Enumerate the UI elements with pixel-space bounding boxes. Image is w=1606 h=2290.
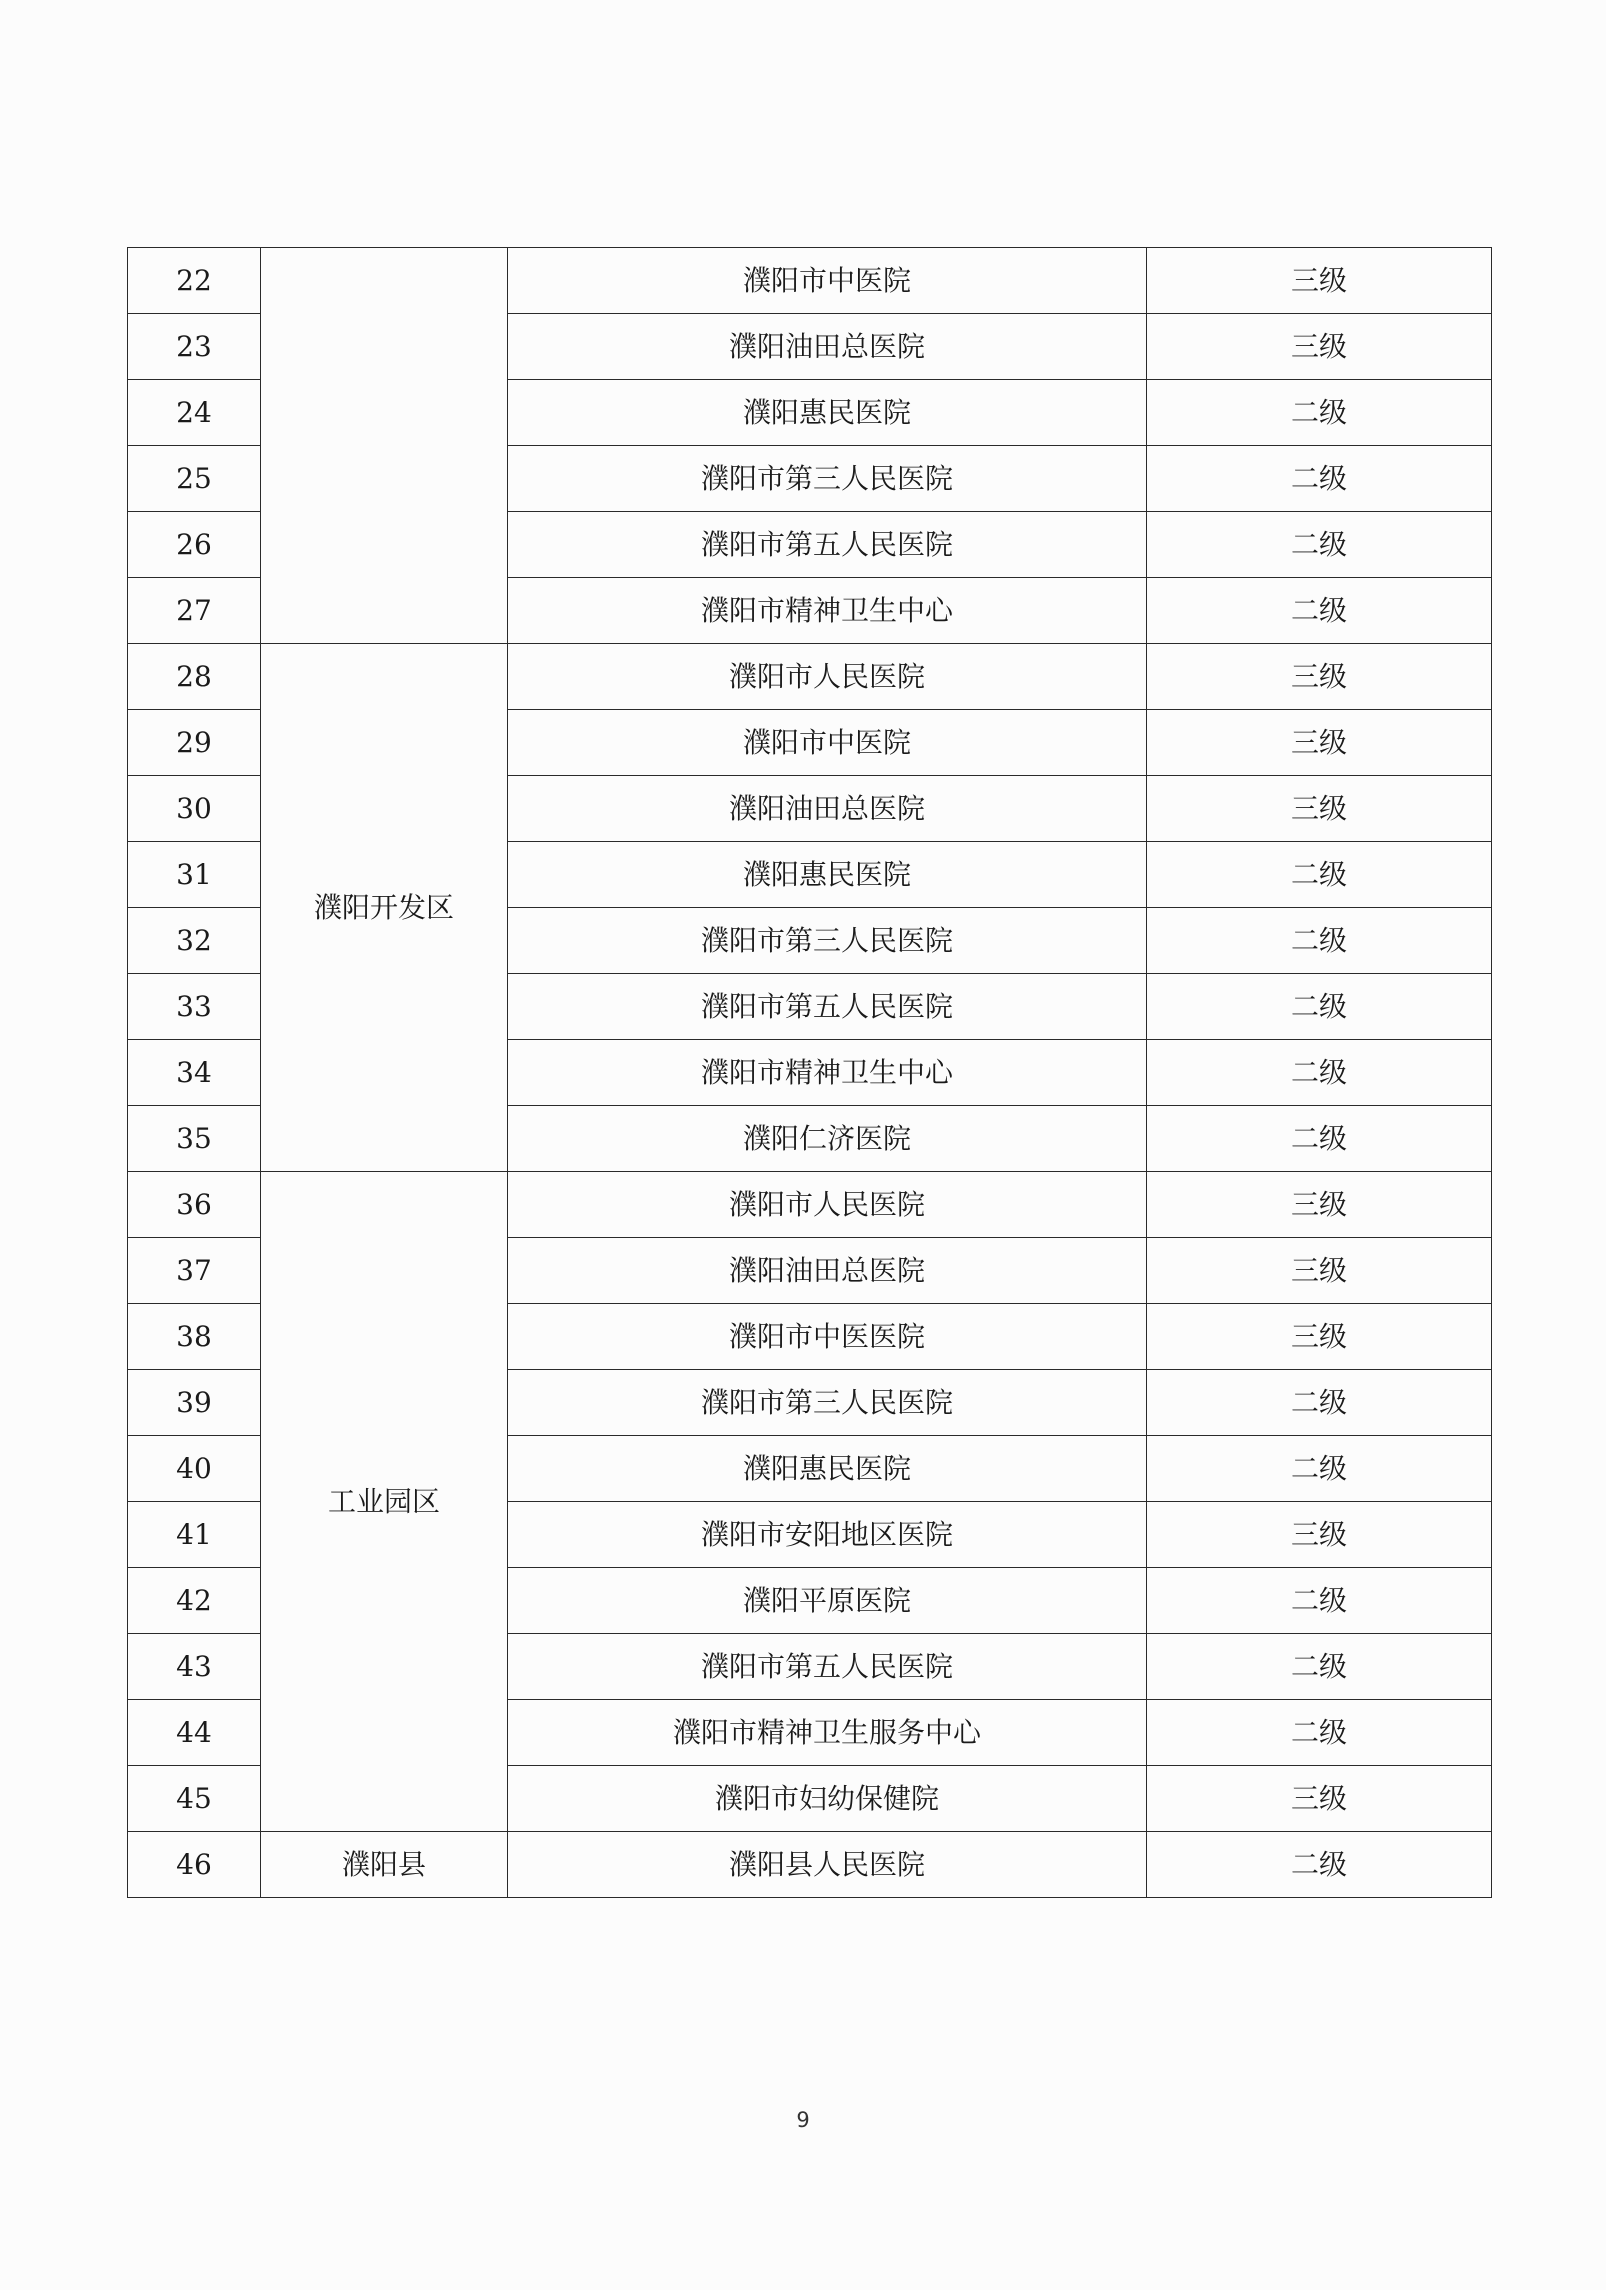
area-cell: 工业园区	[261, 1172, 508, 1832]
hospital-name-cell: 濮阳油田总医院	[508, 776, 1147, 842]
hospital-name-cell: 濮阳市人民医院	[508, 644, 1147, 710]
hospital-name-cell: 濮阳仁济医院	[508, 1106, 1147, 1172]
row-number-cell: 34	[128, 1040, 261, 1106]
hospital-name-cell: 濮阳市安阳地区医院	[508, 1502, 1147, 1568]
hospital-name-cell: 濮阳县人民医院	[508, 1832, 1147, 1898]
hospital-level-cell: 二级	[1147, 1106, 1492, 1172]
hospital-level-cell: 二级	[1147, 908, 1492, 974]
hospital-name-cell: 濮阳市第三人民医院	[508, 908, 1147, 974]
hospital-name-cell: 濮阳市第五人民医院	[508, 974, 1147, 1040]
hospital-level-cell: 三级	[1147, 644, 1492, 710]
hospital-name-cell: 濮阳平原医院	[508, 1568, 1147, 1634]
hospital-level-cell: 二级	[1147, 1832, 1492, 1898]
row-number-cell: 29	[128, 710, 261, 776]
hospital-name-cell: 濮阳市中医院	[508, 710, 1147, 776]
hospital-level-cell: 二级	[1147, 1040, 1492, 1106]
table-row	[128, 1172, 1492, 1238]
hospital-level-cell: 二级	[1147, 1700, 1492, 1766]
hospital-level-cell: 二级	[1147, 380, 1492, 446]
row-number-cell: 22	[128, 248, 261, 314]
hospital-name-cell: 濮阳油田总医院	[508, 314, 1147, 380]
hospital-name-cell: 濮阳市精神卫生中心	[508, 1040, 1147, 1106]
row-number-cell: 32	[128, 908, 261, 974]
hospital-name-cell: 濮阳市人民医院	[508, 1172, 1147, 1238]
row-number-cell: 45	[128, 1766, 261, 1832]
hospital-level-cell: 三级	[1147, 1172, 1492, 1238]
hospital-table-body	[128, 248, 1492, 1898]
table-row	[128, 248, 1492, 314]
hospital-name-cell: 濮阳市第五人民医院	[508, 512, 1147, 578]
row-number-cell: 35	[128, 1106, 261, 1172]
hospital-level-cell: 三级	[1147, 776, 1492, 842]
row-number-cell: 43	[128, 1634, 261, 1700]
hospital-level-cell: 二级	[1147, 842, 1492, 908]
row-number-cell: 23	[128, 314, 261, 380]
hospital-name-cell: 濮阳市第三人民医院	[508, 446, 1147, 512]
area-cell: 濮阳县	[261, 1832, 508, 1898]
row-number-cell: 25	[128, 446, 261, 512]
row-number-cell: 39	[128, 1370, 261, 1436]
row-number-cell: 38	[128, 1304, 261, 1370]
table-row	[128, 1832, 1492, 1898]
hospital-level-cell: 三级	[1147, 1238, 1492, 1304]
hospital-name-cell: 濮阳市中医院	[508, 248, 1147, 314]
hospital-table	[127, 247, 1492, 1898]
hospital-level-cell: 二级	[1147, 1370, 1492, 1436]
hospital-level-cell: 二级	[1147, 1436, 1492, 1502]
area-cell: 濮阳开发区	[261, 644, 508, 1172]
hospital-level-cell: 二级	[1147, 446, 1492, 512]
hospital-name-cell: 濮阳市精神卫生中心	[508, 578, 1147, 644]
hospital-level-cell: 三级	[1147, 1766, 1492, 1832]
row-number-cell: 31	[128, 842, 261, 908]
hospital-name-cell: 濮阳市第三人民医院	[508, 1370, 1147, 1436]
hospital-level-cell: 三级	[1147, 710, 1492, 776]
hospital-name-cell: 濮阳惠民医院	[508, 380, 1147, 446]
hospital-level-cell: 三级	[1147, 314, 1492, 380]
row-number-cell: 41	[128, 1502, 261, 1568]
hospital-level-cell: 二级	[1147, 1568, 1492, 1634]
hospital-name-cell: 濮阳市第五人民医院	[508, 1634, 1147, 1700]
row-number-cell: 40	[128, 1436, 261, 1502]
hospital-level-cell: 二级	[1147, 578, 1492, 644]
hospital-name-cell: 濮阳惠民医院	[508, 1436, 1147, 1502]
hospital-level-cell: 二级	[1147, 512, 1492, 578]
row-number-cell: 28	[128, 644, 261, 710]
hospital-level-cell: 三级	[1147, 1502, 1492, 1568]
page-number: 9	[796, 2108, 810, 2132]
hospital-level-cell: 三级	[1147, 1304, 1492, 1370]
hospital-level-cell: 二级	[1147, 1634, 1492, 1700]
row-number-cell: 42	[128, 1568, 261, 1634]
row-number-cell: 24	[128, 380, 261, 446]
hospital-name-cell: 濮阳市妇幼保健院	[508, 1766, 1147, 1832]
row-number-cell: 36	[128, 1172, 261, 1238]
hospital-level-cell: 二级	[1147, 974, 1492, 1040]
row-number-cell: 27	[128, 578, 261, 644]
row-number-cell: 26	[128, 512, 261, 578]
hospital-level-cell: 三级	[1147, 248, 1492, 314]
row-number-cell: 37	[128, 1238, 261, 1304]
area-cell	[261, 248, 508, 644]
row-number-cell: 33	[128, 974, 261, 1040]
row-number-cell: 44	[128, 1700, 261, 1766]
hospital-name-cell: 濮阳市中医医院	[508, 1304, 1147, 1370]
row-number-cell: 46	[128, 1832, 261, 1898]
table-row	[128, 644, 1492, 710]
hospital-name-cell: 濮阳市精神卫生服务中心	[508, 1700, 1147, 1766]
row-number-cell: 30	[128, 776, 261, 842]
hospital-name-cell: 濮阳惠民医院	[508, 842, 1147, 908]
hospital-name-cell: 濮阳油田总医院	[508, 1238, 1147, 1304]
